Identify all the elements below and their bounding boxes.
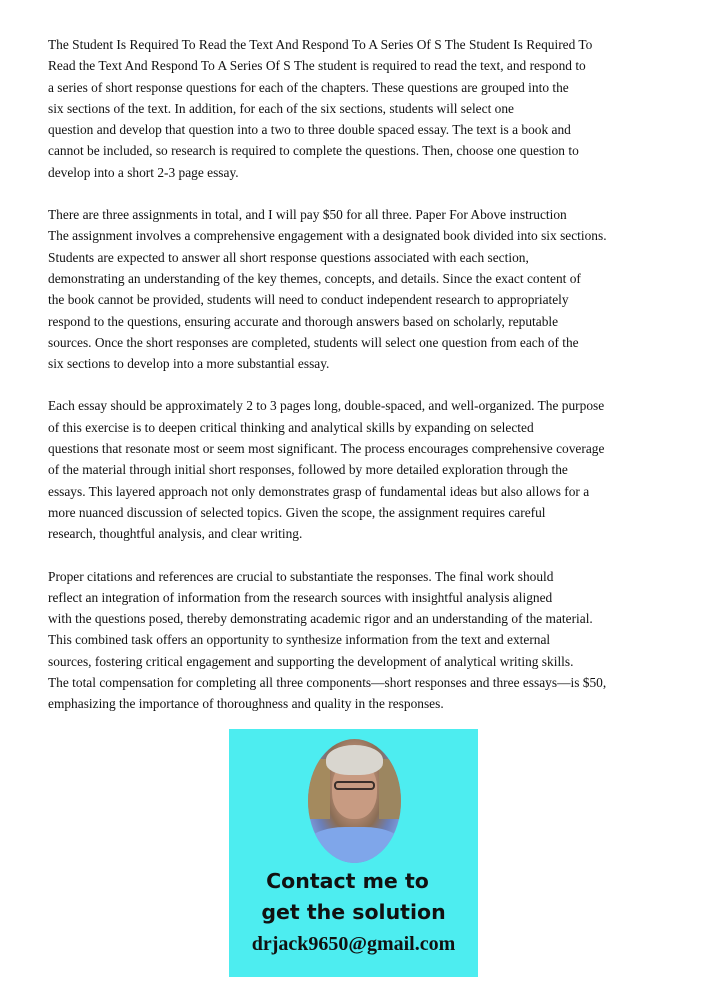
text-line: Read the Text And Respond To A Series Of S The student is required to read the text, and respond to bbox=[48, 58, 586, 74]
paragraph-3 bbox=[48, 395, 688, 544]
contact-email[interactable]: drjack9650@gmail.com bbox=[251, 933, 456, 955]
contact-ad-banner[interactable] bbox=[229, 729, 478, 977]
portrait-background bbox=[308, 759, 330, 819]
text-line: the book cannot be provided, students will need to conduct independent research to appropriately bbox=[48, 292, 569, 308]
paragraph-1 bbox=[48, 34, 688, 183]
text-line: respond to the questions, ensuring accurate and thorough answers based on scholarly, reputable bbox=[48, 313, 559, 329]
text-line: emphasizing the importance of thoroughness and quality in the responses. bbox=[48, 696, 444, 712]
text-line: demonstrating an understanding of the key themes, concepts, and details. Since the exact content of bbox=[48, 270, 581, 286]
ad-headline-line1: Contact me to bbox=[266, 869, 429, 893]
text-line: of the material through initial short responses, followed by more detailed exploration through the bbox=[48, 462, 568, 478]
text-line: The total compensation for completing all three components—short responses and three essays—is $50, bbox=[48, 675, 607, 691]
ad-headline-line2: get the solution bbox=[261, 900, 446, 924]
portrait-glasses bbox=[334, 781, 375, 790]
text-line: of this exercise is to deepen critical thinking and analytical skills by expanding on selected bbox=[48, 419, 534, 435]
text-line: sources. Once the short responses are completed, students will select one question from each of the bbox=[48, 334, 579, 350]
text-line: There are three assignments in total, and I will pay $50 for all three. Paper For Above instruction bbox=[48, 207, 567, 223]
text-line: sources, fostering critical engagement and supporting the development of analytical writing skills. bbox=[48, 653, 574, 669]
text-line: six sections to develop into a more substantial essay. bbox=[48, 356, 330, 372]
text-line: six sections of the text. In addition, for each of the six sections, students will select one bbox=[48, 100, 514, 116]
text-line: Each essay should be approximately 2 to 3 pages long, double-spaced, and well-organized. The purpose bbox=[48, 398, 605, 414]
text-line: essays. This layered approach not only demonstrates grasp of fundamental ideas but also allows for a bbox=[48, 483, 590, 499]
text-line: cannot be included, so research is required to complete the questions. Then, choose one question to bbox=[48, 143, 579, 159]
portrait-shirt bbox=[308, 827, 401, 863]
text-line: develop into a short 2-3 page essay. bbox=[48, 164, 239, 180]
text-line: reflect an integration of information from the research sources with insightful analysis aligned bbox=[48, 589, 553, 605]
text-line: more nuanced discussion of selected topics. Given the scope, the assignment requires careful bbox=[48, 504, 546, 520]
text-line: a series of short response questions for each of the chapters. These questions are grouped into the bbox=[48, 79, 569, 95]
text-line: with the questions posed, thereby demonstrating academic rigor and an understanding of the material. bbox=[48, 611, 593, 627]
document-body bbox=[48, 34, 688, 736]
paragraph-4 bbox=[48, 566, 688, 715]
text-line: questions that resonate most or seem most significant. The process encourages comprehensive coverage bbox=[48, 441, 605, 457]
text-line: research, thoughtful analysis, and clear writing. bbox=[48, 526, 303, 542]
portrait-hair bbox=[326, 745, 383, 775]
portrait-background bbox=[379, 759, 401, 819]
paragraph-2 bbox=[48, 204, 688, 374]
text-line: Students are expected to answer all short response questions associated with each section, bbox=[48, 249, 529, 265]
text-line: This combined task offers an opportunity to synthesize information from the text and external bbox=[48, 632, 551, 648]
portrait-photo bbox=[308, 739, 401, 863]
text-line: The assignment involves a comprehensive engagement with a designated book divided into six sections. bbox=[48, 228, 607, 244]
text-line: The Student Is Required To Read the Text And Respond To A Series Of S The Student Is Required To bbox=[48, 37, 593, 52]
text-line: Proper citations and references are crucial to substantiate the responses. The final work should bbox=[48, 568, 554, 584]
text-line: question and develop that question into a two to three double spaced essay. The text is a book and bbox=[48, 122, 571, 138]
